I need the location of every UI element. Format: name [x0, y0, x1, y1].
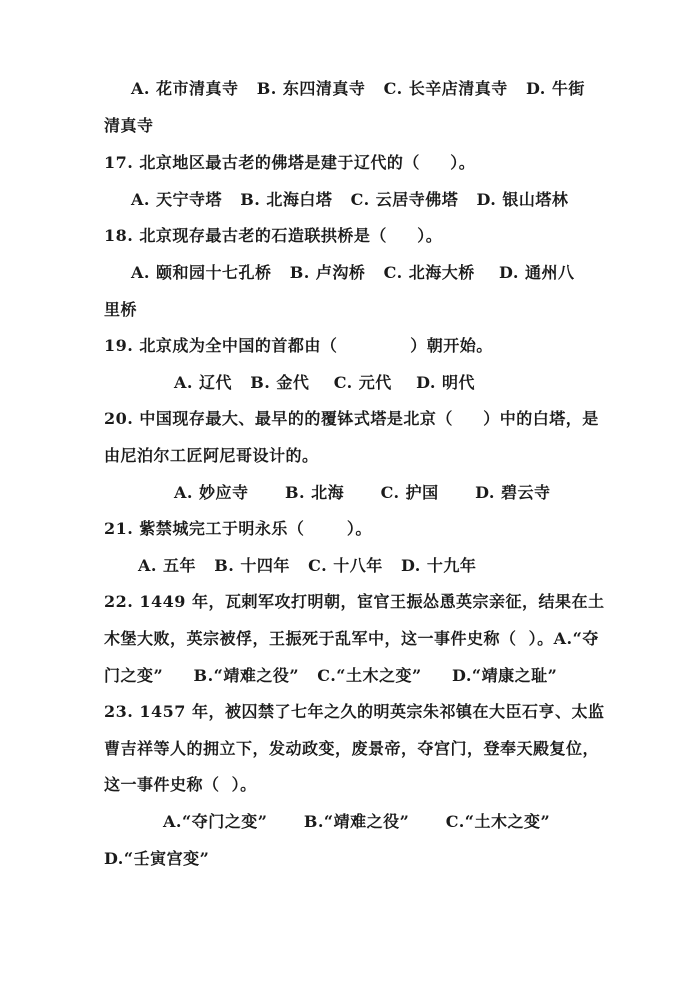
q19-stem: 19. 北京成为全中国的首都由（ ）朝开始。: [104, 336, 493, 355]
q21-stem: 21. 紫禁城完工于明永乐（ ）。: [104, 519, 372, 538]
q17-options: A. 天宁寺塔 B. 北海白塔 C. 云居寺佛塔 D. 银山塔林: [131, 190, 569, 209]
q23-stem-line2: 曹吉祥等人的拥立下，发动政变，废景帝，夺宫门，登奉天殿复位，: [104, 739, 600, 758]
q18-options-line2: 里桥: [104, 300, 138, 319]
q22-options: 门之变” B.“靖难之役” C.“土木之变” D.“靖康之耻”: [104, 666, 558, 685]
q22-stem-line1: 22. 1449 年，瓦剌军攻打明朝，宦官王振怂恿英宗亲征，结果在土: [104, 592, 605, 611]
q17-stem: 17. 北京地区最古老的佛塔是建于辽代的（ ）。: [104, 153, 476, 172]
q18-stem: 18. 北京现存最古老的石造联拱桥是（ ）。: [104, 226, 443, 245]
q16-options-line2: 清真寺: [104, 116, 154, 135]
q23-options-line1: A.“夺门之变” B.“靖难之役” C.“土木之变”: [163, 812, 551, 831]
q23-options-line2: D.“壬寅宫变”: [104, 849, 210, 868]
q20-stem-line2: 由尼泊尔工匠阿尼哥设计的。: [104, 446, 319, 465]
q19-options: A. 辽代 B. 金代 C. 元代 D. 明代: [174, 373, 476, 392]
q20-options: A. 妙应寺 B. 北海 C. 护国 D. 碧云寺: [174, 483, 551, 502]
q23-stem-line3: 这一事件史称（ ）。: [104, 775, 257, 794]
q16-options-line1: A. 花市清真寺 B. 东四清真寺 C. 长辛店清真寺 D. 牛街: [131, 79, 585, 98]
q22-stem-line2: 木堡大败，英宗被俘，王振死于乱军中，这一事件史称（ ）。A.“夺: [104, 629, 599, 648]
q18-options-line1: A. 颐和园十七孔桥 B. 卢沟桥 C. 北海大桥 D. 通州八: [131, 263, 575, 282]
q23-stem-line1: 23. 1457 年，被囚禁了七年之久的明英宗朱祁镇在大臣石亨、太监: [104, 702, 605, 721]
q21-options: A. 五年 B. 十四年 C. 十八年 D. 十九年: [138, 556, 477, 575]
q20-stem-line1: 20. 中国现存最大、最早的的覆钵式塔是北京（ ）中的白塔，是: [104, 409, 599, 428]
